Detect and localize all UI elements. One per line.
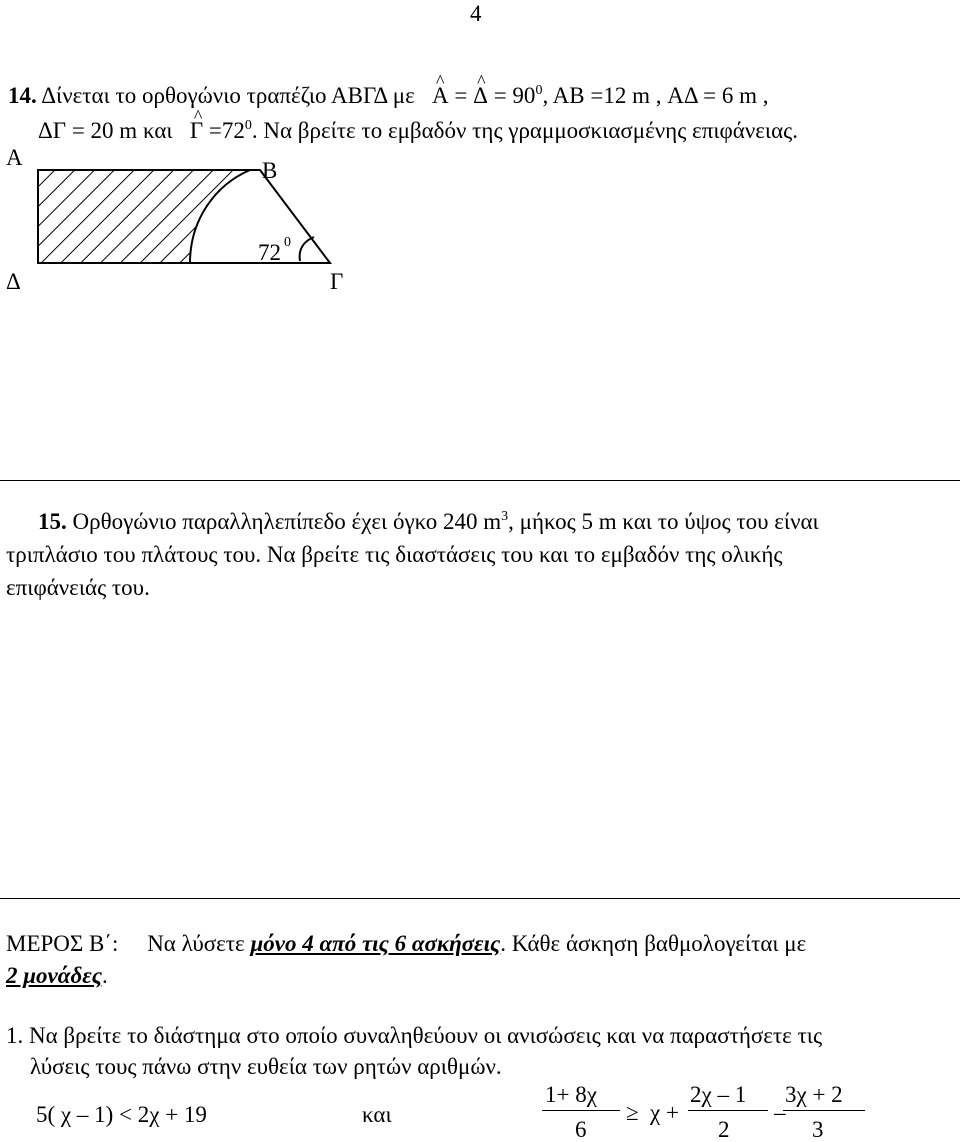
fraction-1-denominator: 6 (575, 1117, 587, 1142)
fraction-2-numerator: 2χ – 1 (690, 1082, 747, 1107)
exercise-15-number: 15. (38, 509, 67, 534)
minus-sign: – (774, 1100, 786, 1125)
fraction-1-numerator: 1+ 8χ (545, 1082, 597, 1107)
label-d: Δ (6, 269, 21, 294)
exercise-15-line-3: επιφάνειάς του. (6, 575, 150, 600)
x-plus: χ + (650, 1100, 679, 1125)
exercise-15-line-2: τριπλάσιο του πλάτους του. Να βρείτε τις διαστάσεις του και το εμβαδόν της ολικής (6, 542, 783, 567)
and-word: και (362, 1102, 392, 1127)
degree-sup-1: 0 (535, 83, 543, 98)
exercise-1-number: 1. (6, 1023, 24, 1048)
angle-label: 72 (258, 240, 281, 265)
fraction-3-denominator: 3 (812, 1117, 824, 1142)
separator-line-1 (0, 480, 960, 481)
fraction-3-bar (783, 1110, 865, 1111)
inequality-1: 5( χ – 1) < 2χ + 19 (36, 1102, 207, 1127)
fraction-3-numerator: 3χ + 2 (785, 1082, 843, 1107)
label-g: Γ (330, 269, 344, 294)
label-a: Α (6, 145, 23, 170)
part-b-text-2: . Κάθε άσκηση βαθμολογείται με (500, 931, 807, 956)
exercise-15-text-2: , μήκος 5 m και το ύψος του είναι (508, 509, 819, 534)
cube-sup: 3 (501, 509, 509, 524)
page-number: 4 (470, 1, 482, 26)
equals-sign: = (454, 83, 468, 108)
part-b-text-3: . (101, 963, 108, 988)
angle-g-hat: ^ Γ (190, 119, 203, 142)
fraction-1-bar (542, 1110, 620, 1111)
exercise-14-text-2: = 90 (493, 83, 536, 108)
exercise-1-line-2: λύσεις τους πάνω στην ευθεία των ρητών αριθμών. (30, 1054, 502, 1079)
fraction-2-denominator: 2 (718, 1117, 730, 1142)
trapezoid-figure (0, 145, 380, 305)
exercise-1-text-1: Να βρείτε το διάστημα στο οποίο συναληθεύουν οι ανισώσεις και να παραστήσετε τις (29, 1023, 823, 1048)
angle-arc (300, 237, 314, 261)
degree-sup-2: 0 (244, 118, 252, 133)
angle-d-hat: ^ Δ (473, 84, 488, 107)
exercise-1-line-1 (6, 1024, 822, 1047)
exercise-14-text-5: =72 (208, 118, 245, 143)
exercise-14-line-1 (8, 84, 768, 107)
exercise-15-text-1: Ορθογώνιο παραλληλεπίπεδο έχει όγκο 240 m (72, 509, 502, 534)
exercise-15-line-1 (38, 510, 819, 533)
separator-line-2 (0, 898, 960, 899)
exercise-14-text-3: , ΑΒ =12 m , ΑΔ = 6 m , (542, 83, 769, 108)
part-b-line-2 (6, 964, 108, 987)
part-b-title: ΜΕΡΟΣ Β΄: (6, 931, 119, 956)
part-b-text-1: Να λύσετε (147, 931, 245, 956)
exercise-14-number: 14. (8, 83, 37, 108)
fraction-2-bar (688, 1110, 768, 1111)
exercise-14-text-4: ΔΓ = 20 m και (38, 118, 173, 143)
exercise-14-text-1: Δίνεται το ορθογώνιο τραπέζιο ΑΒΓΔ με (41, 83, 415, 108)
geq-sign: ≥ (626, 1100, 639, 1125)
part-b-emphasis: μόνο 4 από τις 6 ασκήσεις (250, 931, 501, 956)
label-b: Β (262, 158, 278, 183)
part-b-line-1 (6, 932, 806, 955)
angle-a-hat: ^ Α (432, 84, 449, 107)
exercise-14-text-6: . Να βρείτε το εμβαδόν της γραμμοσκιασμένης επιφάνειας. (251, 118, 798, 143)
hatched-region (38, 170, 250, 263)
exercise-14-line-2 (38, 119, 798, 142)
angle-label-sup: 0 (284, 235, 291, 250)
part-b-emphasis-2: 2 μονάδες (6, 963, 102, 988)
